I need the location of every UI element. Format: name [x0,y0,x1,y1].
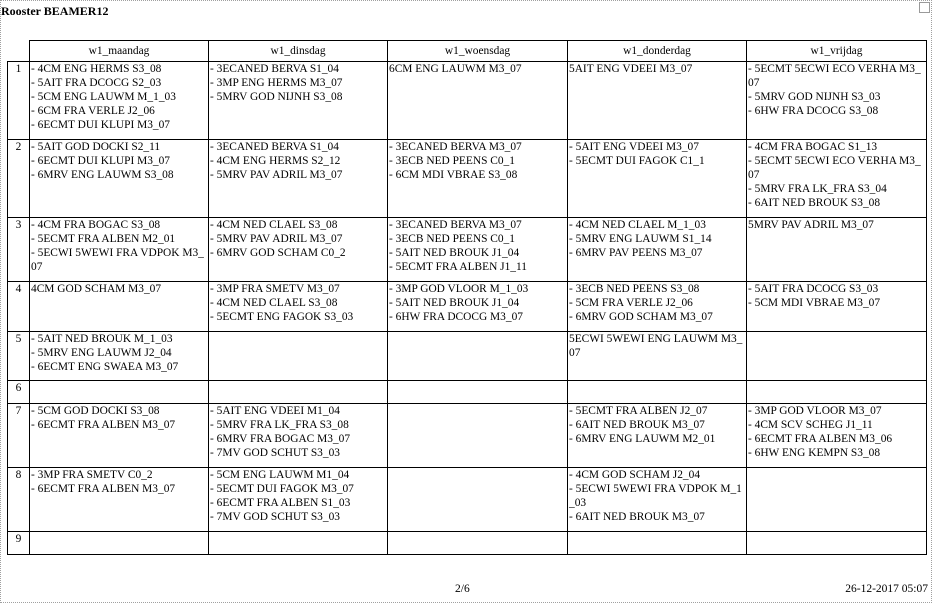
day-header: w1_woensdag [388,41,568,62]
schedule-cell [388,381,568,404]
schedule-cell [30,468,209,532]
lesson-entry: - 5MRV FRA LK_FRA S3_08 [210,419,349,431]
lesson-entry: - 5ECMT DUI FAGOK M3_07 [210,483,354,495]
hour-label: 8 [8,468,30,532]
lesson-entry: - 6ECMT DUI KLUPI M3_07 [31,119,171,131]
lesson-entry: - 7MV GOD SCHUT S3_03 [210,447,340,459]
lesson-entry: - 5AIT GOD DOCKI S2_11 [31,141,161,153]
day-header: w1_dinsdag [209,41,388,62]
hour-label: 1 [8,62,30,140]
lesson-entry: - 7MV GOD SCHUT S3_03 [210,511,340,523]
lesson-entry: - 4CM ENG HERMS S3_08 [31,63,162,75]
schedule-cell [209,140,388,218]
lesson-entry: - 3ECB NED PEENS S3_08 [569,283,700,295]
hour-label: 6 [8,381,30,404]
schedule-cell [388,140,568,218]
lesson-entry: - 5CM ENG LAUWM M1_04 [210,469,350,481]
lesson-entry: - 6ECMT FRA ALBEN M3_07 [31,419,176,431]
schedule-cell [209,62,388,140]
lesson-entry: - 4CM SCV SCHEG J1_11 [748,419,873,431]
lesson-entry: - 6ECMT ENG SWAEA M3_07 [31,361,179,373]
lesson-entry: - 4CM NED CLAEL S3_08 [210,297,338,309]
schedule-cell [747,404,927,468]
lesson-entry: - 5AIT FRA DCOCG S3_03 [748,283,879,295]
lesson-entry: - 5ECMT 5ECWI ECO VERHA M3_07 [748,155,921,181]
schedule-cell [568,381,747,404]
lesson-entry: - 4CM FRA BOGAC S3_08 [31,219,161,231]
schedule-cell [747,532,927,555]
lesson-entry: - 5CM ENG LAUWM M_1_03 [31,91,176,103]
lesson-entry: - 6HW ENG KEMPN S3_08 [748,447,881,459]
day-header: w1_donderdag [568,41,747,62]
lesson-entry: - 6CM MDI VBRAE S3_08 [389,169,518,181]
lesson-entry: - 6MRV ENG LAUWM M2_01 [569,433,716,445]
schedule-cell [30,532,209,555]
lesson-entry: - 4CM NED CLAEL M_1_03 [569,219,706,231]
schedule-cell [568,62,747,140]
lesson-entry: - 6AIT NED BROUK M3_07 [569,511,705,523]
schedule-cell [747,332,927,381]
hour-row [8,532,927,555]
lesson-entry: - 5ECMT DUI FAGOK C1_1 [569,155,705,167]
schedule-cell [209,532,388,555]
schedule-cell [747,468,927,532]
lesson-entry: - 3ECB NED PEENS C0_1 [389,155,515,167]
lesson-entry: 5MRV PAV ADRIL M3_07 [748,219,874,231]
lesson-entry: - 6MRV FRA BOGAC M3_07 [210,433,351,445]
hour-row [8,468,927,532]
schedule-cell [568,468,747,532]
schedule-body [8,62,927,555]
lesson-entry: 6CM ENG LAUWM M3_07 [389,63,522,75]
lesson-entry: - 5MRV ENG LAUWM J2_04 [31,347,172,359]
schedule-cell [388,532,568,555]
lesson-entry: - 5ECMT FRA ALBEN M2_01 [31,233,176,245]
lesson-entry: - 3ECANED BERVA S1_04 [210,63,339,75]
schedule-table [7,40,927,555]
schedule-cell [568,218,747,282]
hour-row [8,404,927,468]
lesson-entry: - 3MP GOD VLOOR M3_07 [748,405,882,417]
corner-cell [8,41,30,62]
schedule-cell [30,218,209,282]
lesson-entry: - 6ECMT FRA ALBEN M3_07 [31,483,176,495]
schedule-cell [747,282,927,332]
lesson-entry: - 5ECMT ENG FAGOK S3_03 [210,311,354,323]
lesson-entry: - 5MRV ENG LAUWM S1_14 [569,233,712,245]
lesson-entry: - 5MRV FRA LK_FRA S3_04 [748,183,887,195]
schedule-cell [388,282,568,332]
page-title: Rooster BEAMER12 [1,4,109,18]
hour-row [8,62,927,140]
schedule-cell [568,332,747,381]
lesson-entry: - 4CM NED CLAEL S3_08 [210,219,338,231]
schedule-cell [209,468,388,532]
lesson-entry: - 6ECMT DUI KLUPI M3_07 [31,155,171,167]
lesson-entry: - 3ECANED BERVA M3_07 [389,141,522,153]
lesson-entry: - 6CM FRA VERLE J2_06 [31,105,155,117]
lesson-entry: - 5MRV GOD NIJNH S3_08 [210,91,343,103]
lesson-entry: - 5MRV PAV ADRIL M3_07 [210,233,343,245]
hour-row [8,140,927,218]
schedule-cell [388,404,568,468]
lesson-entry: - 5AIT NED BROUK J1_04 [389,297,520,309]
schedule-cell [747,381,927,404]
lesson-entry: - 5CM GOD DOCKI S3_08 [31,405,160,417]
lesson-entry: - 6MRV ENG LAUWM S3_08 [31,169,174,181]
day-header: w1_vrijdag [747,41,927,62]
lesson-entry: - 3MP ENG HERMS M3_07 [210,77,343,89]
lesson-entry: - 3ECANED BERVA M3_07 [389,219,522,231]
lesson-entry: - 5MRV PAV ADRIL M3_07 [210,169,343,181]
lesson-entry: - 6AIT NED BROUK M3_07 [569,419,705,431]
lesson-entry: - 5CM FRA VERLE J2_06 [569,297,693,309]
hour-label: 9 [8,532,30,555]
lesson-entry: - 3MP GOD VLOOR M_1_03 [389,283,529,295]
lesson-entry: - 4CM ENG HERMS S2_12 [210,155,341,167]
lesson-entry: - 5MRV GOD NIJNH S3_03 [748,91,881,103]
hour-label: 5 [8,332,30,381]
schedule-cell [30,140,209,218]
hour-label: 2 [8,140,30,218]
lesson-entry: - 5ECMT FRA ALBEN J1_11 [389,261,527,273]
lesson-entry: 5ECWI 5WEWI ENG LAUWM M3_07 [569,333,743,359]
hour-label: 4 [8,282,30,332]
hour-row [8,218,927,282]
lesson-entry: - 5AIT NED BROUK J1_04 [389,247,520,259]
schedule-cell [30,282,209,332]
lesson-entry: - 6ECMT FRA ALBEN M3_06 [748,433,893,445]
lesson-entry: - 5ECWI 5WEWI FRA VDPOK M3_07 [31,247,204,273]
lesson-entry: - 6HW FRA DCOCG S3_08 [748,105,879,117]
schedule-cell [747,62,927,140]
schedule-cell [209,404,388,468]
lesson-entry: - 6MRV GOD SCHAM C0_2 [210,247,346,259]
lesson-entry: 4CM GOD SCHAM M3_07 [31,283,162,295]
schedule-cell [388,332,568,381]
schedule-cell [747,218,927,282]
schedule-cell [568,282,747,332]
schedule-cell [568,140,747,218]
schedule-cell [209,381,388,404]
schedule-cell [388,218,568,282]
lesson-entry: - 3MP FRA SMETV M3_07 [210,283,340,295]
schedule-cell [568,532,747,555]
lesson-entry: - 6ECMT FRA ALBEN S1_03 [210,497,351,509]
lesson-entry: 5AIT ENG VDEEI M3_07 [569,63,693,75]
lesson-entry: - 4CM GOD SCHAM J2_04 [569,469,701,481]
lesson-entry: - 3ECB NED PEENS C0_1 [389,233,515,245]
lesson-entry: - 4CM FRA BOGAC S1_13 [748,141,878,153]
lesson-entry: - 6HW FRA DCOCG M3_07 [389,311,523,323]
lesson-entry: - 5ECWI 5WEWI FRA VDPOK M_1_03 [569,483,742,509]
hour-row [8,381,927,404]
hour-label: 7 [8,404,30,468]
lesson-entry: - 5CM MDI VBRAE M3_07 [748,297,881,309]
schedule-cell [209,332,388,381]
schedule-cell [747,140,927,218]
lesson-entry: - 3MP FRA SMETV C0_2 [31,469,153,481]
lesson-entry: - 5AIT ENG VDEEI M1_04 [210,405,340,417]
schedule-cell [30,332,209,381]
header-row [8,41,927,62]
lesson-entry: - 5ECMT 5ECWI ECO VERHA M3_07 [748,63,921,89]
schedule-cell [30,62,209,140]
schedule-cell [209,218,388,282]
lesson-entry: - 5ECMT FRA ALBEN J2_07 [569,405,708,417]
schedule-cell [209,282,388,332]
lesson-entry: - 5AIT ENG VDEEI M3_07 [569,141,699,153]
lesson-entry: - 6MRV PAV PEENS M3_07 [569,247,703,259]
lesson-entry: - 6MRV GOD SCHAM M3_07 [569,311,713,323]
schedule-cell [30,404,209,468]
lesson-entry: - 3ECANED BERVA S1_04 [210,141,339,153]
print-timestamp: 26-12-2017 05:07 [845,583,928,595]
lesson-entry: - 5AIT NED BROUK M_1_03 [31,333,173,345]
schedule-cell [568,404,747,468]
window-corner-box [919,2,930,13]
day-header: w1_maandag [30,41,209,62]
hour-row [8,282,927,332]
page-number: 2/6 [455,583,470,595]
hour-row [8,332,927,381]
schedule-cell [388,468,568,532]
schedule-cell [388,62,568,140]
hour-label: 3 [8,218,30,282]
lesson-entry: - 5AIT FRA DCOCG S2_03 [31,77,162,89]
lesson-entry: - 6AIT NED BROUK S3_08 [748,197,881,209]
schedule-cell [30,381,209,404]
